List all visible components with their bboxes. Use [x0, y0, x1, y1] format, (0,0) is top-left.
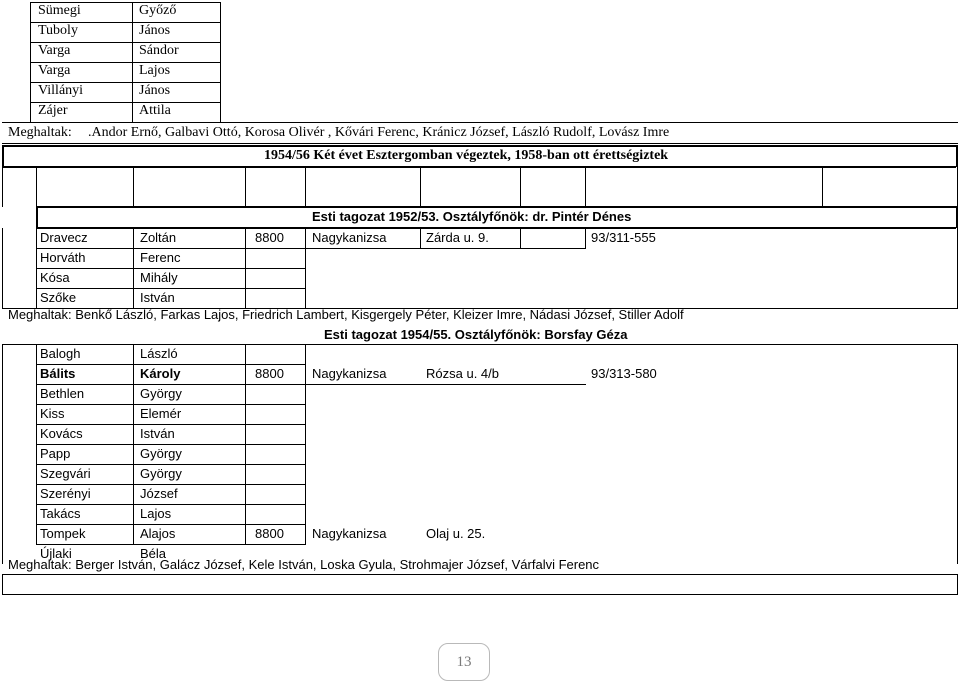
name-first: Lajos — [139, 63, 171, 78]
row-last: Bethlen — [40, 386, 85, 401]
row-last: Balogh — [40, 346, 81, 361]
row-city: Nagykanizsa — [312, 230, 387, 245]
row-street: Zárda u. 9. — [426, 230, 489, 245]
row-last: Újlaki — [40, 546, 72, 561]
row-last: Horváth — [40, 250, 86, 265]
row-city: Nagykanizsa — [312, 526, 387, 541]
section-header: Esti tagozat 1952/53. Osztályfőnök: dr. Pintér Dénes — [312, 209, 632, 224]
row-first: József — [140, 486, 178, 501]
row-first: Alajos — [140, 526, 176, 541]
name-first: Sándor — [139, 43, 179, 58]
deceased-list: Meghaltak: Benkő László, Farkas Lajos, Friedrich Lambert, Kisgergely Péter, Kleizer Imre, Nádasi József, Stiller Adolf — [8, 307, 684, 322]
name-last: Varga — [38, 43, 71, 58]
name-first: János — [139, 23, 171, 38]
name-last: Tuboly — [38, 23, 78, 38]
name-first: Győző — [139, 3, 177, 18]
class-title: 1954/56 Két évet Esztergomban végeztek, 1958-ban ott érettségiztek — [264, 148, 669, 163]
row-last: Szegvári — [40, 466, 91, 481]
deceased-list: .Andor Ernő, Galbavi Ottó, Korosa Olivér , Kővári Ferenc, Kránicz József, László Rudolf, Lovász Imre — [88, 125, 670, 140]
row-city: Nagykanizsa — [312, 366, 387, 381]
section-header: Esti tagozat 1954/55. Osztályfőnök: Borsfay Géza — [324, 327, 628, 342]
page-number-text: 13 — [456, 654, 472, 670]
row-first: Béla — [140, 546, 167, 561]
row-last: Dravecz — [40, 230, 88, 245]
row-last: Bálits — [40, 366, 76, 381]
row-last: Szőke — [40, 290, 77, 305]
row-first: István — [140, 426, 175, 441]
row-first: Zoltán — [140, 230, 177, 245]
row-first: Lajos — [140, 506, 172, 521]
deceased-label: Meghaltak: — [8, 125, 72, 140]
row-phone: 93/311-555 — [591, 230, 656, 245]
row-zip: 8800 — [255, 366, 284, 381]
row-last: Papp — [40, 446, 71, 461]
row-first: György — [140, 446, 182, 461]
row-last: Takács — [40, 506, 81, 521]
name-last: Varga — [38, 63, 71, 78]
row-first: György — [140, 466, 182, 481]
name-last: Villányi — [38, 83, 84, 98]
row-last: Kósa — [40, 270, 70, 285]
row-first: Károly — [140, 366, 181, 381]
name-first: János — [139, 83, 171, 98]
row-last: Szerényi — [40, 486, 91, 501]
row-first: Mihály — [140, 270, 178, 285]
row-zip: 8800 — [255, 526, 284, 541]
row-last: Kiss — [40, 406, 65, 421]
row-first: Ferenc — [140, 250, 181, 265]
row-phone: 93/313-580 — [591, 366, 657, 381]
page-number — [438, 643, 490, 681]
row-first: István — [140, 290, 175, 305]
name-last: Sümegi — [38, 3, 81, 18]
row-zip: 8800 — [255, 230, 284, 245]
row-first: Elemér — [140, 406, 182, 421]
name-last: Zájer — [38, 103, 68, 118]
deceased-list: Meghaltak: Berger István, Galácz József, Kele István, Loska Gyula, Strohmajer József, Várfalvi Ferenc — [8, 557, 600, 572]
row-street: Olaj u. 25. — [426, 526, 486, 541]
row-street: Rózsa u. 4/b — [426, 366, 499, 381]
row-last: Kovács — [40, 426, 83, 441]
name-first: Attila — [139, 103, 171, 118]
row-last: Tompek — [40, 526, 86, 541]
row-first: László — [140, 346, 178, 361]
row-first: György — [140, 386, 182, 401]
